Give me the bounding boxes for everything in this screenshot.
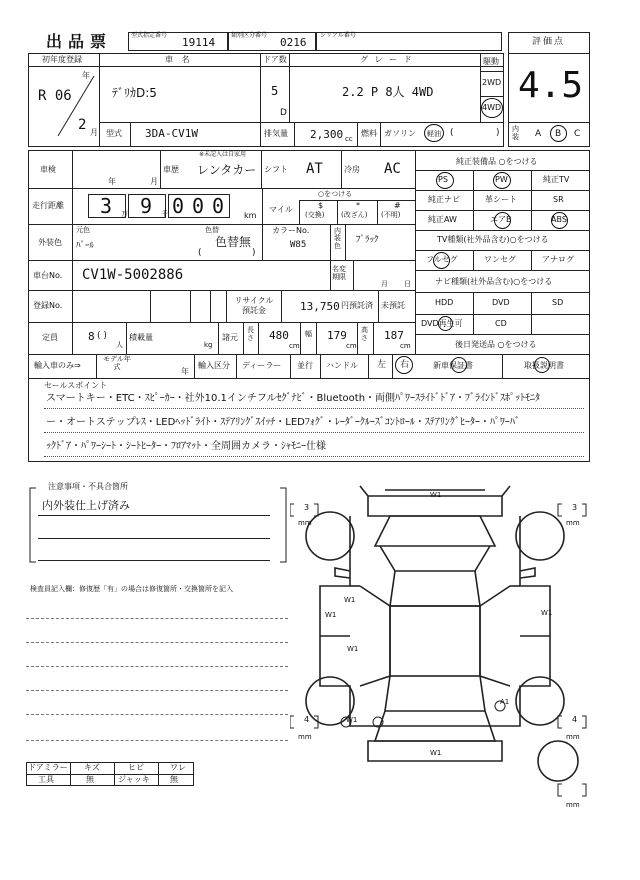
name-change-month: 月 <box>381 280 388 288</box>
legend-jack: ジャッキ <box>118 775 150 784</box>
model-year-suffix: 年 <box>181 367 189 376</box>
mark-left-side: W1 <box>325 611 337 619</box>
color-no-value: W85 <box>290 240 307 250</box>
change-paren-close: ) <box>252 248 256 258</box>
legend-crack: ヒビ <box>128 763 144 772</box>
sales-points-label: セールスポイント <box>44 381 108 390</box>
width-label: 幅 <box>305 330 312 338</box>
model-spec-label: 型式指定番号 <box>131 32 168 39</box>
mark-right-rear: A1 <box>500 698 510 706</box>
recycle-unpaid: 未預託 <box>381 301 405 310</box>
category-label2: 車歴 <box>163 165 179 174</box>
navi-sd: SD <box>552 298 564 307</box>
ac-value: AC <box>384 161 401 177</box>
mileage-digit-3: 0 <box>172 194 185 218</box>
mileage-digit-2: 9 <box>140 194 153 218</box>
navi-header: ナビ種類(社外品含む)○をつける <box>435 277 553 286</box>
year-suffix: 年 <box>82 71 90 80</box>
tire-rl-mm: mm <box>298 733 312 741</box>
fuel-gasoline: ガソリン <box>384 129 416 138</box>
car-damage-diagram <box>290 476 590 816</box>
form-title: 出品票 <box>46 32 113 51</box>
altered-label: (改ざん) <box>341 211 368 219</box>
chassis-value: CV1W-5002886 <box>82 267 184 283</box>
tire-fl-label: 3 <box>304 503 310 512</box>
tv-oneseg: ワンセグ <box>484 255 516 264</box>
doors-label: ドア数 <box>263 55 287 64</box>
mark-rear-bumper: W1 <box>430 749 442 757</box>
first-reg-month: 2 <box>78 117 87 133</box>
change-color-label: 色替 <box>205 226 219 234</box>
circle-dvd-play <box>438 316 453 331</box>
inspection-label: 車検 <box>40 165 56 174</box>
change-paren-open: ( <box>198 248 202 258</box>
legend-tools: 工具 <box>38 775 54 784</box>
dims-label: 諸元 <box>222 333 238 342</box>
model-spec-no: 19114 <box>182 36 216 49</box>
mileage-digit-1: 3 <box>100 194 113 218</box>
mark-left-rear-door: W1 <box>347 645 359 653</box>
serial-label: シリアル番号 <box>320 32 356 39</box>
legend-tools-value: 無 <box>86 775 94 784</box>
capacity-value: 8 <box>88 330 95 343</box>
equip-leather: 革シート <box>485 195 517 204</box>
spare-mm: mm <box>566 801 580 809</box>
unknown-label: (不明) <box>381 211 401 219</box>
fuel-label: 燃料 <box>361 129 377 138</box>
equip-airbag: エアB <box>490 215 512 224</box>
mark-left-front-door: W1 <box>344 596 356 604</box>
mileage-unit: km <box>244 211 257 220</box>
unknown-sym: # <box>394 201 401 210</box>
circle-ps <box>436 172 454 189</box>
interior-color-value: ﾌﾞﾗｯｸ <box>356 235 379 245</box>
interior-grade-c: C <box>574 129 581 139</box>
circle-diesel <box>424 124 444 142</box>
ac-label: 冷房 <box>344 165 360 174</box>
original-color-label: 元色 <box>76 226 90 234</box>
circle-fullseg <box>433 252 450 269</box>
category-label: 類別区分番号 <box>231 32 268 39</box>
mark-label: ○をつける <box>318 190 353 198</box>
circle-warranty <box>451 357 467 373</box>
mile-label: マイル <box>269 205 293 214</box>
capacity-paren: ( ) <box>97 331 107 341</box>
first-reg-year: R 06 <box>38 88 72 104</box>
length-label: 長さ <box>247 326 254 342</box>
fuel-paren-open: ( <box>450 128 454 138</box>
mileage-digit-4: 0 <box>192 194 205 218</box>
later-manual: 取扱説明書 <box>524 361 564 370</box>
score-value: 4.5 <box>518 65 584 106</box>
later-header: 後日発送品 ○をつける <box>455 340 537 349</box>
inspection-month: 月 <box>150 177 158 186</box>
tire-rr-label: 4 <box>572 715 578 724</box>
grade-label: グ レ ー ド <box>360 55 414 64</box>
swap-sym: $ <box>318 201 324 210</box>
category-note: ※未記入は自家用 <box>199 151 247 158</box>
circle-pw <box>493 172 511 189</box>
sales-line-1: スマートキー・ETC・ｽﾋﾟｰｶｰ・社外10.1インチフルｾｸﾞﾅﾋﾞ・Bluetooth・両側ﾊﾟﾜｰｽﾗｲﾄﾞﾄﾞｱ・ﾌﾞﾗｲﾝﾄﾞｽﾎﾟｯﾄﾓﾆﾀ <box>46 393 541 404</box>
circle-grade-b <box>550 125 567 142</box>
displacement-value: 2,300 <box>310 128 344 141</box>
recycle-unit: 円預託済 <box>341 301 373 310</box>
recycle-value: 13,750 <box>300 300 340 313</box>
equip-tv: 純正TV <box>543 175 570 184</box>
mileage-man: 万 <box>121 210 128 218</box>
width-unit: cm <box>346 342 357 350</box>
notes-bracket <box>28 482 290 566</box>
doors-type: D <box>280 108 287 118</box>
sales-line-3: ｯｸﾄﾞｱ・ﾊﾟﾜｰｼｰﾄ・ｼｰﾄﾋｰﾀｰ・ﾌﾛｱﾏｯﾄ・全周囲カメラ・ｼｬﾓﾆｰ仕様 <box>46 441 326 452</box>
import-parallel: 並行 <box>297 361 313 370</box>
interior-grade-a: A <box>535 129 542 139</box>
equipment-header: 純正装備品 ○をつける <box>456 157 538 166</box>
score-label: 評価点 <box>532 37 566 47</box>
tire-rl-label: 4 <box>304 715 310 724</box>
circle-airbag <box>494 212 511 229</box>
model-year-label: モデル年式 <box>103 355 131 371</box>
shift-label: シフト <box>264 165 288 174</box>
load-unit: kg <box>204 341 213 349</box>
height-value: 187 <box>384 329 404 342</box>
equip-navi: 純正ナビ <box>428 195 460 204</box>
notes-line-1: 内外装仕上げ済み <box>42 499 130 512</box>
grade-value: 2.2 P 8人 4WD <box>342 85 434 99</box>
tire-fr-label: 3 <box>572 503 578 512</box>
mileage-label: 走行距離 <box>32 201 64 210</box>
mark-front-bumper: W1 <box>430 491 442 499</box>
fuel-diesel: 軽油 <box>427 130 441 138</box>
notes-label: 注意事項・不具合箇所 <box>48 482 128 491</box>
first-reg-label: 初年度登録 <box>42 55 82 64</box>
tv-fullseg: フルセグ <box>426 255 458 264</box>
altered-sym: * <box>356 201 360 210</box>
inspection-year: 年 <box>108 177 116 186</box>
legend-break: ワレ <box>170 763 186 772</box>
legend-jack-value: 無 <box>170 775 178 784</box>
equip-abs: ABS <box>551 215 567 224</box>
equip-sr: SR <box>553 195 564 204</box>
inspector-label: 検査員記入欄：修復歴「有」の場合は修復箇所・交換箇所を記入 <box>30 585 233 593</box>
change-color-value: 色替無 <box>215 235 252 249</box>
tv-header: TV種類(社外品含む)○をつける <box>437 235 549 244</box>
interior-label: 内装 <box>512 125 519 141</box>
length-unit: cm <box>289 342 300 350</box>
model-type-label: 型式 <box>106 129 122 138</box>
swap-label: (交換) <box>305 211 325 219</box>
mark-right-side: W1 <box>541 609 553 617</box>
legend-scratch: キズ <box>84 763 100 772</box>
height-label: 高さ <box>361 326 368 342</box>
load-label: 積載量 <box>129 333 153 342</box>
later-warranty: 新車保証書 <box>433 361 473 370</box>
width-value: 179 <box>327 329 347 342</box>
sales-line-2: ー・オートステップﾚｽ・LEDﾍｯﾄﾞﾗｲﾄ・ｽﾃｱﾘﾝｸﾞｽｲｯﾁ・LEDﾌｫｸﾞ・ﾚｰﾀﾞｰｸﾙｰｽﾞｺﾝﾄﾛｰﾙ・ｽﾃｱﾘﾝｸﾞﾋｰﾀｰ・ﾊﾟﾜｰﾊﾞ <box>46 417 520 428</box>
chassis-label: 車台No. <box>33 271 63 280</box>
drive-2wd: 2WD <box>482 78 502 87</box>
mark-rear-left: W1 <box>346 716 358 724</box>
equip-ps: PS <box>438 175 448 184</box>
navi-dvd-play: DVD再生可 <box>421 319 463 328</box>
color-label: 外装色 <box>38 238 62 247</box>
tire-fr-mm: mm <box>566 519 580 527</box>
model-type-value: 3DA-CV1W <box>145 127 198 140</box>
mileage-sen: 千 <box>161 210 168 218</box>
name-change-label: 名変期限 <box>332 265 346 282</box>
original-color-value: ﾊﾟｰﾙ <box>76 241 95 251</box>
tv-analog: アナログ <box>542 255 574 264</box>
doors-value: 5 <box>271 84 279 98</box>
interior-grade-b: B <box>555 129 562 139</box>
drive-label: 駆動 <box>483 57 499 66</box>
color-no-label: カラーNo. <box>272 226 310 235</box>
length-value: 480 <box>269 329 289 342</box>
import-dealer: ディーラー <box>242 361 282 370</box>
drive-4wd: 4WD <box>482 103 502 112</box>
name-change-day: 日 <box>404 280 411 288</box>
handle-label: ハンドル <box>326 361 358 370</box>
circle-4wd <box>481 98 503 118</box>
legend-mirror: ドアミラー <box>28 763 68 772</box>
fuel-paren-close: ) <box>496 128 500 138</box>
equip-pw: PW <box>495 175 508 184</box>
capacity-label: 定員 <box>42 333 58 342</box>
car-name-label: 車 名 <box>165 55 193 64</box>
car-name: ﾃﾞﾘｶD:5 <box>112 86 157 100</box>
month-suffix: 月 <box>90 128 98 137</box>
shift-value: AT <box>306 161 323 177</box>
circle-abs <box>551 212 568 229</box>
recycle-label: リサイクル預託金 <box>234 296 274 315</box>
capacity-unit: 人 <box>116 341 123 349</box>
displacement-label: 排気量 <box>264 129 288 138</box>
registration-label: 登録No. <box>33 301 63 310</box>
displacement-unit: cc <box>345 135 353 143</box>
navi-dvd: DVD <box>492 298 510 307</box>
import-type-label: 輸入区分 <box>198 361 230 370</box>
navi-cd: CD <box>495 319 507 328</box>
equip-aw: 純正AW <box>428 215 457 224</box>
mileage-digit-5: 0 <box>212 194 225 218</box>
import-label: 輸入車のみ⇒ <box>34 361 81 370</box>
circle-manual <box>534 357 550 373</box>
category-no: 0216 <box>280 36 307 49</box>
height-unit: cm <box>400 342 411 350</box>
handle-right: 右 <box>400 360 410 370</box>
category-value: レンタカー <box>197 163 257 177</box>
circle-right-handle <box>395 356 413 374</box>
tire-rr-mm: mm <box>566 733 580 741</box>
tire-fl-mm: mm <box>298 519 312 527</box>
navi-hdd: HDD <box>435 298 454 307</box>
handle-left: 左 <box>377 360 387 370</box>
interior-color-label: 内装色 <box>334 227 341 250</box>
